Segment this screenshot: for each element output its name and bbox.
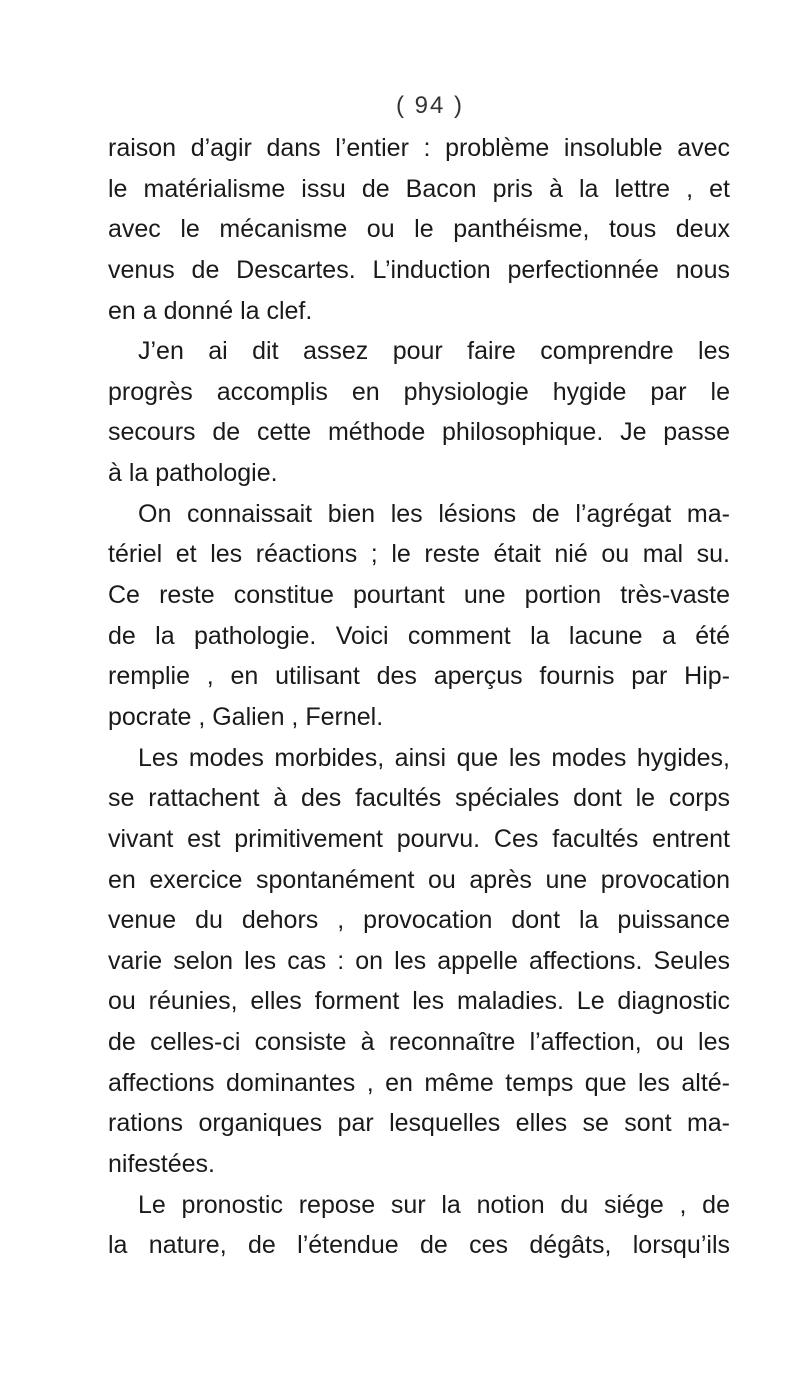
text-line: secours de cette méthode philosophique. Je passe: [108, 418, 730, 447]
text-line: en a donné la clef.: [108, 296, 313, 325]
text-line: de la pathologie. Voici comment la lacune a été: [108, 621, 730, 650]
body-text: [108, 128, 730, 1266]
text-line: le matérialisme issu de Bacon pris à la lettre , et: [108, 174, 730, 203]
text-line: la nature, de l’étendue de ces dégâts, lorsqu’ils: [108, 1231, 730, 1260]
text-line: venus de Descartes. L’induction perfectionnée nous: [108, 255, 730, 284]
text-line: On connaissait bien les lésions de l’agrégat ma-: [138, 499, 730, 528]
text-line: de celles-ci consiste à reconnaître l’affection, ou les: [108, 1028, 730, 1057]
text-line: vivant est primitivement pourvu. Ces facultés entrent: [108, 824, 730, 853]
text-line: à la pathologie.: [108, 459, 278, 488]
text-line: rations organiques par lesquelles elles se sont ma-: [108, 1109, 730, 1138]
text-line: en exercice spontanément ou après une provocation: [108, 865, 730, 894]
text-line: remplie , en utilisant des aperçus fournis par Hip-: [108, 662, 730, 691]
text-line: Le pronostic repose sur la notion du siége , de: [138, 1190, 730, 1219]
text-line: progrès accomplis en physiologie hygide par le: [108, 377, 730, 406]
text-line: varie selon les cas : on les appelle affections. Seules: [108, 946, 730, 975]
text-line: se rattachent à des facultés spéciales dont le corps: [108, 784, 730, 813]
text-line: affections dominantes , en même temps que les alté-: [108, 1068, 730, 1097]
text-line: nifestées.: [108, 1150, 216, 1179]
text-line: pocrate , Galien , Fernel.: [108, 702, 384, 731]
text-line: avec le mécanisme ou le panthéisme, tous deux: [108, 215, 730, 244]
text-line: Ce reste constitue pourtant une portion très-vaste: [108, 581, 730, 610]
text-line: raison d’agir dans l’entier : problème insoluble avec: [108, 134, 730, 162]
text-line: tériel et les réactions ; le reste était nié ou mal su.: [108, 540, 730, 569]
text-line: Les modes morbides, ainsi que les modes hygides,: [138, 743, 730, 772]
text-line: ou réunies, elles forment les maladies. Le diagnostic: [108, 987, 730, 1016]
text-line: venue du dehors , provocation dont la puissance: [108, 906, 730, 935]
text-line: J’en ai dit assez pour faire comprendre les: [138, 337, 730, 366]
page-number: ( 94 ): [395, 92, 464, 119]
